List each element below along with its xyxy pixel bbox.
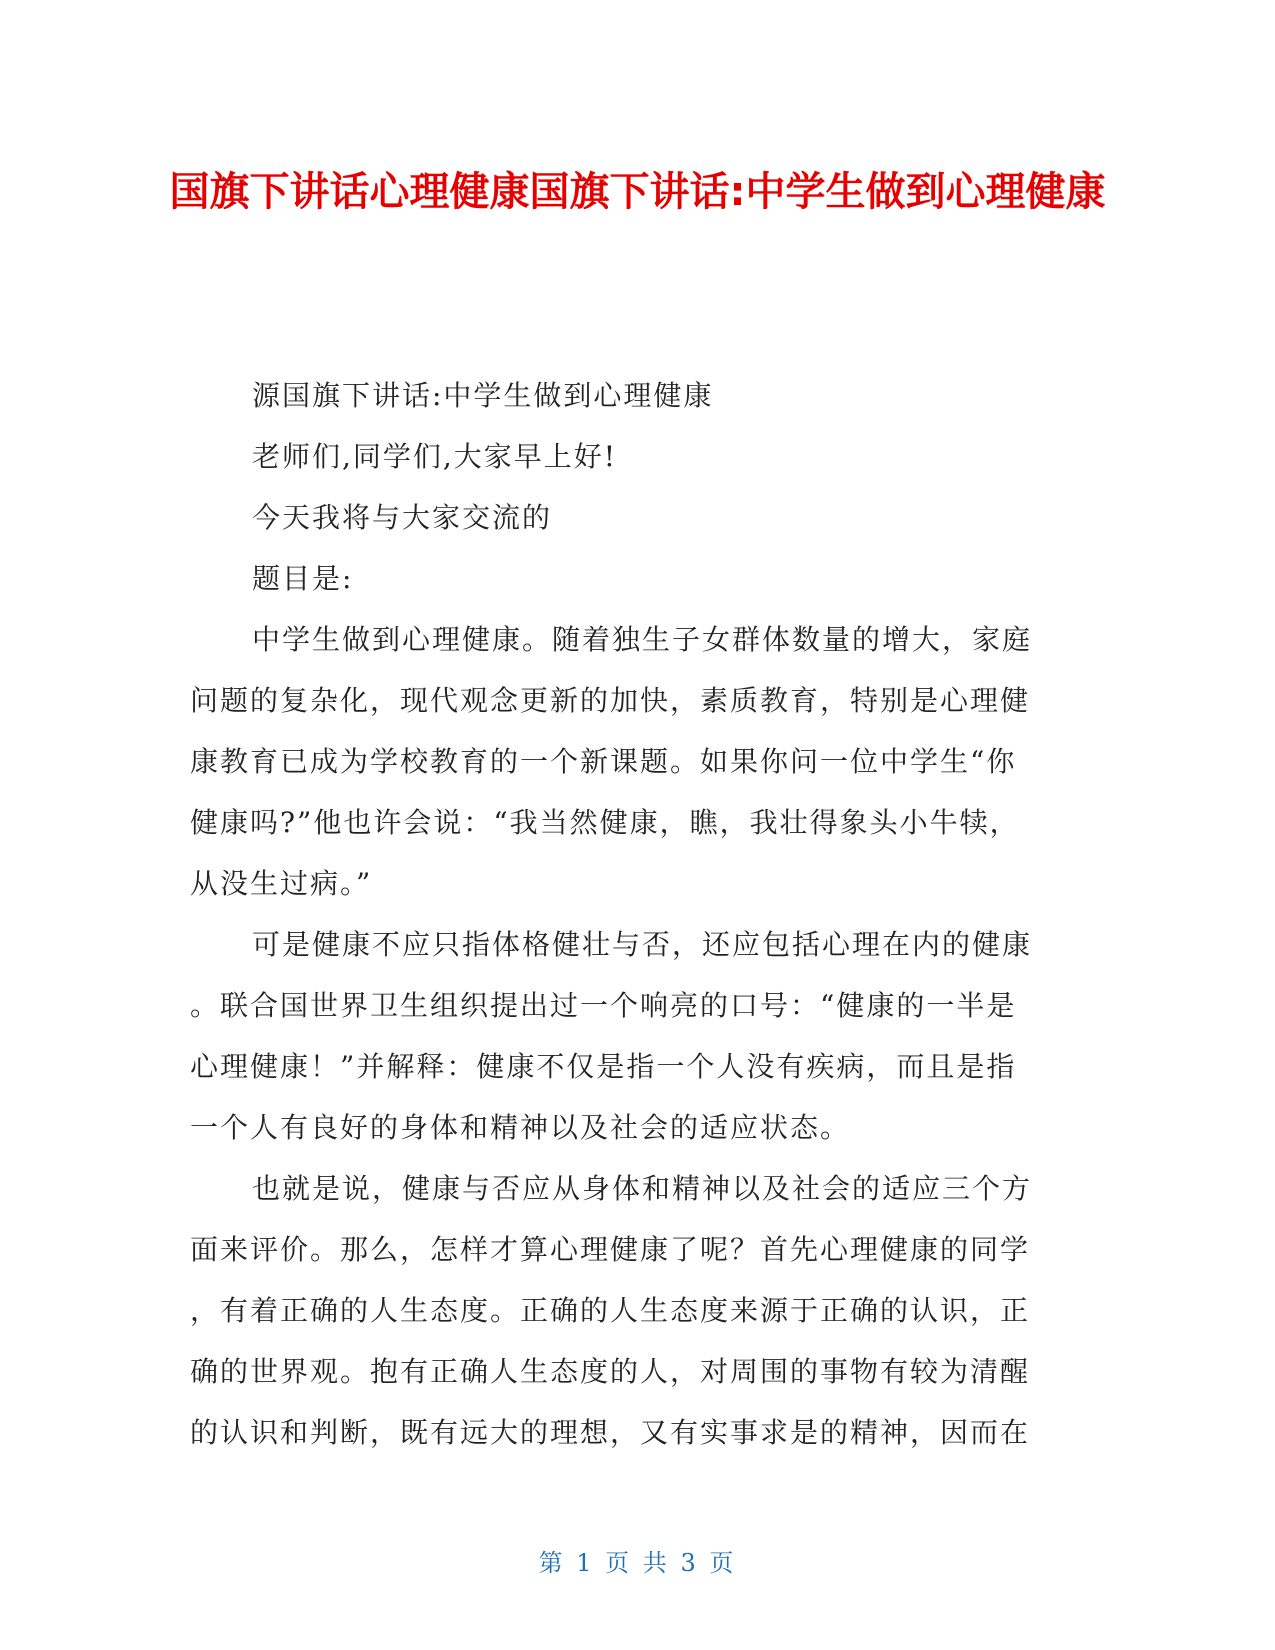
text-line: 一个人有良好的身体和精神以及社会的适应状态。: [190, 1111, 851, 1144]
document-title: 国旗下讲话心理健康国旗下讲话:中学生做到心理健康: [169, 169, 1106, 215]
page-footer: 第 1 页 共 3 页: [538, 1549, 737, 1577]
text-line: 中学生做到心理健康。随着独生子女群体数量的增大，家庭: [252, 623, 1033, 656]
text-line: 可是健康不应只指体格健壮与否，还应包括心理在内的健康: [252, 928, 1033, 961]
text-line: 今天我将与大家交流的: [252, 501, 553, 534]
text-line: 源国旗下讲话:中学生做到心理健康: [252, 379, 714, 412]
text-line: 康教育已成为学校教育的一个新课题。如果你问一位中学生“你: [190, 745, 1017, 778]
text-line: 老师们,同学们,大家早上好!: [252, 440, 618, 473]
text-line: 也就是说，健康与否应从身体和精神以及社会的适应三个方: [252, 1172, 1033, 1205]
document-body: [190, 365, 1065, 1463]
text-line: ，有着正确的人生态度。正确的人生态度来源于正确的认识，正: [190, 1294, 1031, 1327]
text-line: 从没生过病。”: [190, 867, 373, 900]
text-line: 题目是:: [252, 562, 354, 595]
text-line: 的认识和判断，既有远大的理想，又有实事求是的精神，因而在: [190, 1416, 1031, 1449]
text-line: 问题的复杂化，现代观念更新的加快，素质教育，特别是心理健: [190, 684, 1031, 717]
text-line: 面来评价。那么，怎样才算心理健康了呢？首先心理健康的同学: [190, 1233, 1031, 1266]
text-line: 。联合国世界卫生组织提出过一个响亮的口号：“健康的一半是: [190, 989, 1017, 1022]
text-line: 健康吗?”他也许会说：“我当然健康，瞧，我壮得象头小牛犊，: [190, 806, 1020, 839]
text-line: 确的世界观。抱有正确人生态度的人，对周围的事物有较为清醒: [190, 1355, 1031, 1388]
text-line: 心理健康！”并解释：健康不仅是指一个人没有疾病，而且是指: [190, 1050, 1017, 1083]
